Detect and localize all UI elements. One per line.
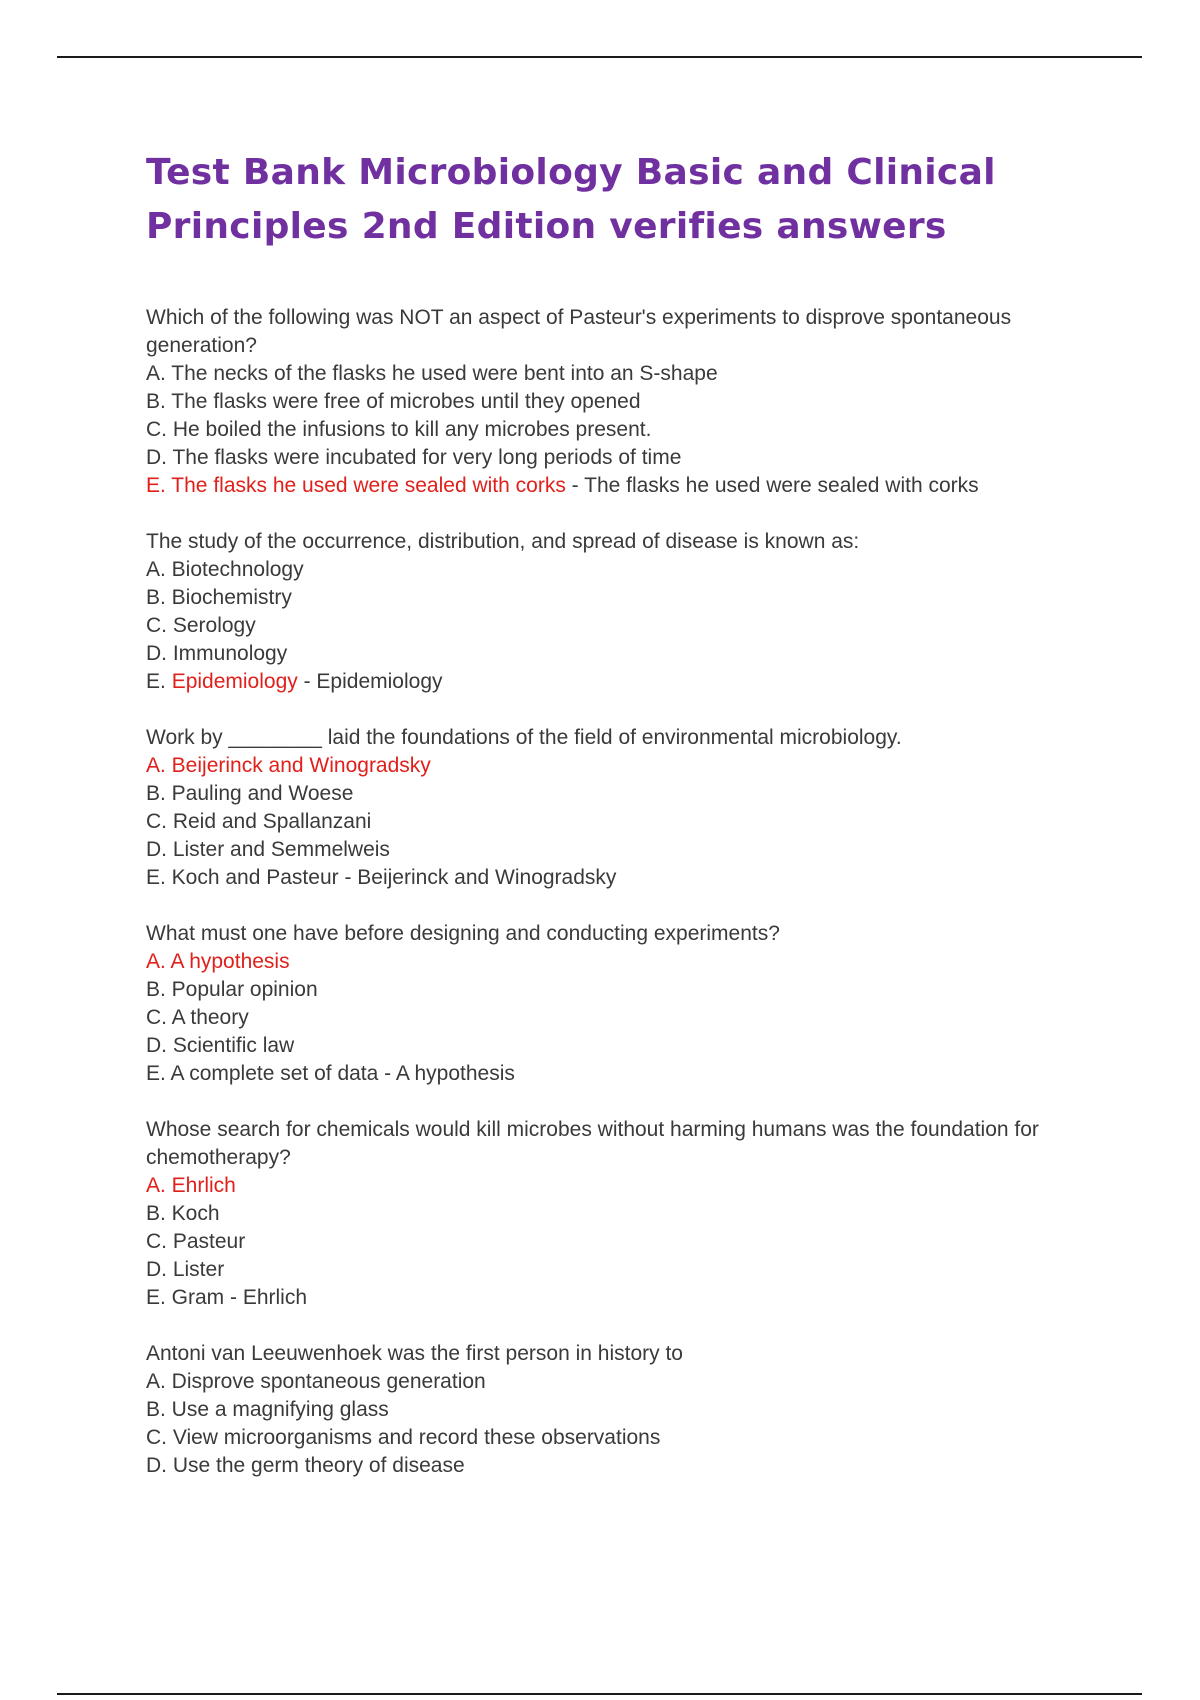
option: D. Lister — [146, 1258, 225, 1281]
correct-answer-highlight: A. Beijerinck and Winogradsky — [146, 754, 431, 777]
option: D. The flasks were incubated for very long periods of time — [146, 446, 682, 469]
question-block — [146, 1116, 1096, 1312]
option: D. Scientific law — [146, 1034, 295, 1057]
option: A. Disprove spontaneous generation — [146, 1370, 486, 1393]
question-text: Whose search for chemicals would kill microbes without harming humans was the foundation for — [146, 1118, 1039, 1141]
option: C. View microorganisms and record these observations — [146, 1426, 661, 1449]
correct-answer-highlight: A. A hypothesis — [146, 950, 290, 973]
correct-answer-highlight: A. Ehrlich — [146, 1174, 236, 1197]
question-text: Which of the following was NOT an aspect of Pasteur's experiments to disprove spontaneous generation? — [146, 306, 1017, 357]
option: C. Reid and Spallanzani — [146, 810, 372, 833]
question-text: Work by ________ laid the foundations of the field of environmental microbiology. — [146, 726, 902, 749]
title-line-1: Test Bank Microbiology Basic and Clinical — [146, 152, 996, 193]
option: B. Koch — [146, 1202, 220, 1225]
question-text-continued: chemotherapy? — [146, 1146, 291, 1169]
document-title — [146, 146, 1046, 254]
answer-key: - Epidemiology — [297, 670, 443, 693]
option: A. Biotechnology — [146, 558, 304, 581]
option-prefix: E. — [146, 670, 172, 693]
option: B. The flasks were free of microbes until they opened — [146, 390, 641, 413]
title-line-2: Principles 2nd Edition verifies answers — [146, 206, 947, 247]
question-list — [146, 304, 1096, 1480]
question-text: What must one have before designing and conducting experiments? — [146, 922, 780, 945]
option: E. Gram - Ehrlich — [146, 1286, 308, 1309]
option: C. Serology — [146, 614, 256, 637]
footer-rule — [57, 1693, 1142, 1695]
option: C. He boiled the infusions to kill any microbes present. — [146, 418, 652, 441]
option: C. Pasteur — [146, 1230, 246, 1253]
correct-answer-highlight: Epidemiology — [171, 670, 298, 693]
option: D. Lister and Semmelweis — [146, 838, 390, 861]
option: B. Popular opinion — [146, 978, 318, 1001]
question-block — [146, 920, 1096, 1088]
question-text: The study of the occurrence, distribution, and spread of disease is known as: — [146, 530, 860, 553]
answer-option — [146, 472, 1096, 500]
answer-key: - The flasks he used were sealed with corks — [565, 474, 979, 497]
option: E. Koch and Pasteur - Beijerinck and Winogradsky — [146, 866, 617, 889]
option: D. Use the germ theory of disease — [146, 1454, 465, 1477]
answer-option — [146, 668, 1096, 696]
option: D. Immunology — [146, 642, 288, 665]
question-block — [146, 1340, 1096, 1480]
option: B. Biochemistry — [146, 586, 292, 609]
question-block — [146, 528, 1096, 696]
option: A. The necks of the flasks he used were bent into an S-shape — [146, 362, 718, 385]
option: C. A theory — [146, 1006, 249, 1029]
question-block — [146, 724, 1096, 892]
option: E. A complete set of data - A hypothesis — [146, 1062, 515, 1085]
question-text: Antoni van Leeuwenhoek was the first person in history to — [146, 1342, 683, 1365]
header-rule — [57, 56, 1142, 58]
question-block — [146, 304, 1096, 500]
option: B. Use a magnifying glass — [146, 1398, 389, 1421]
option: B. Pauling and Woese — [146, 782, 354, 805]
correct-answer-highlight: E. The flasks he used were sealed with corks — [146, 474, 566, 497]
